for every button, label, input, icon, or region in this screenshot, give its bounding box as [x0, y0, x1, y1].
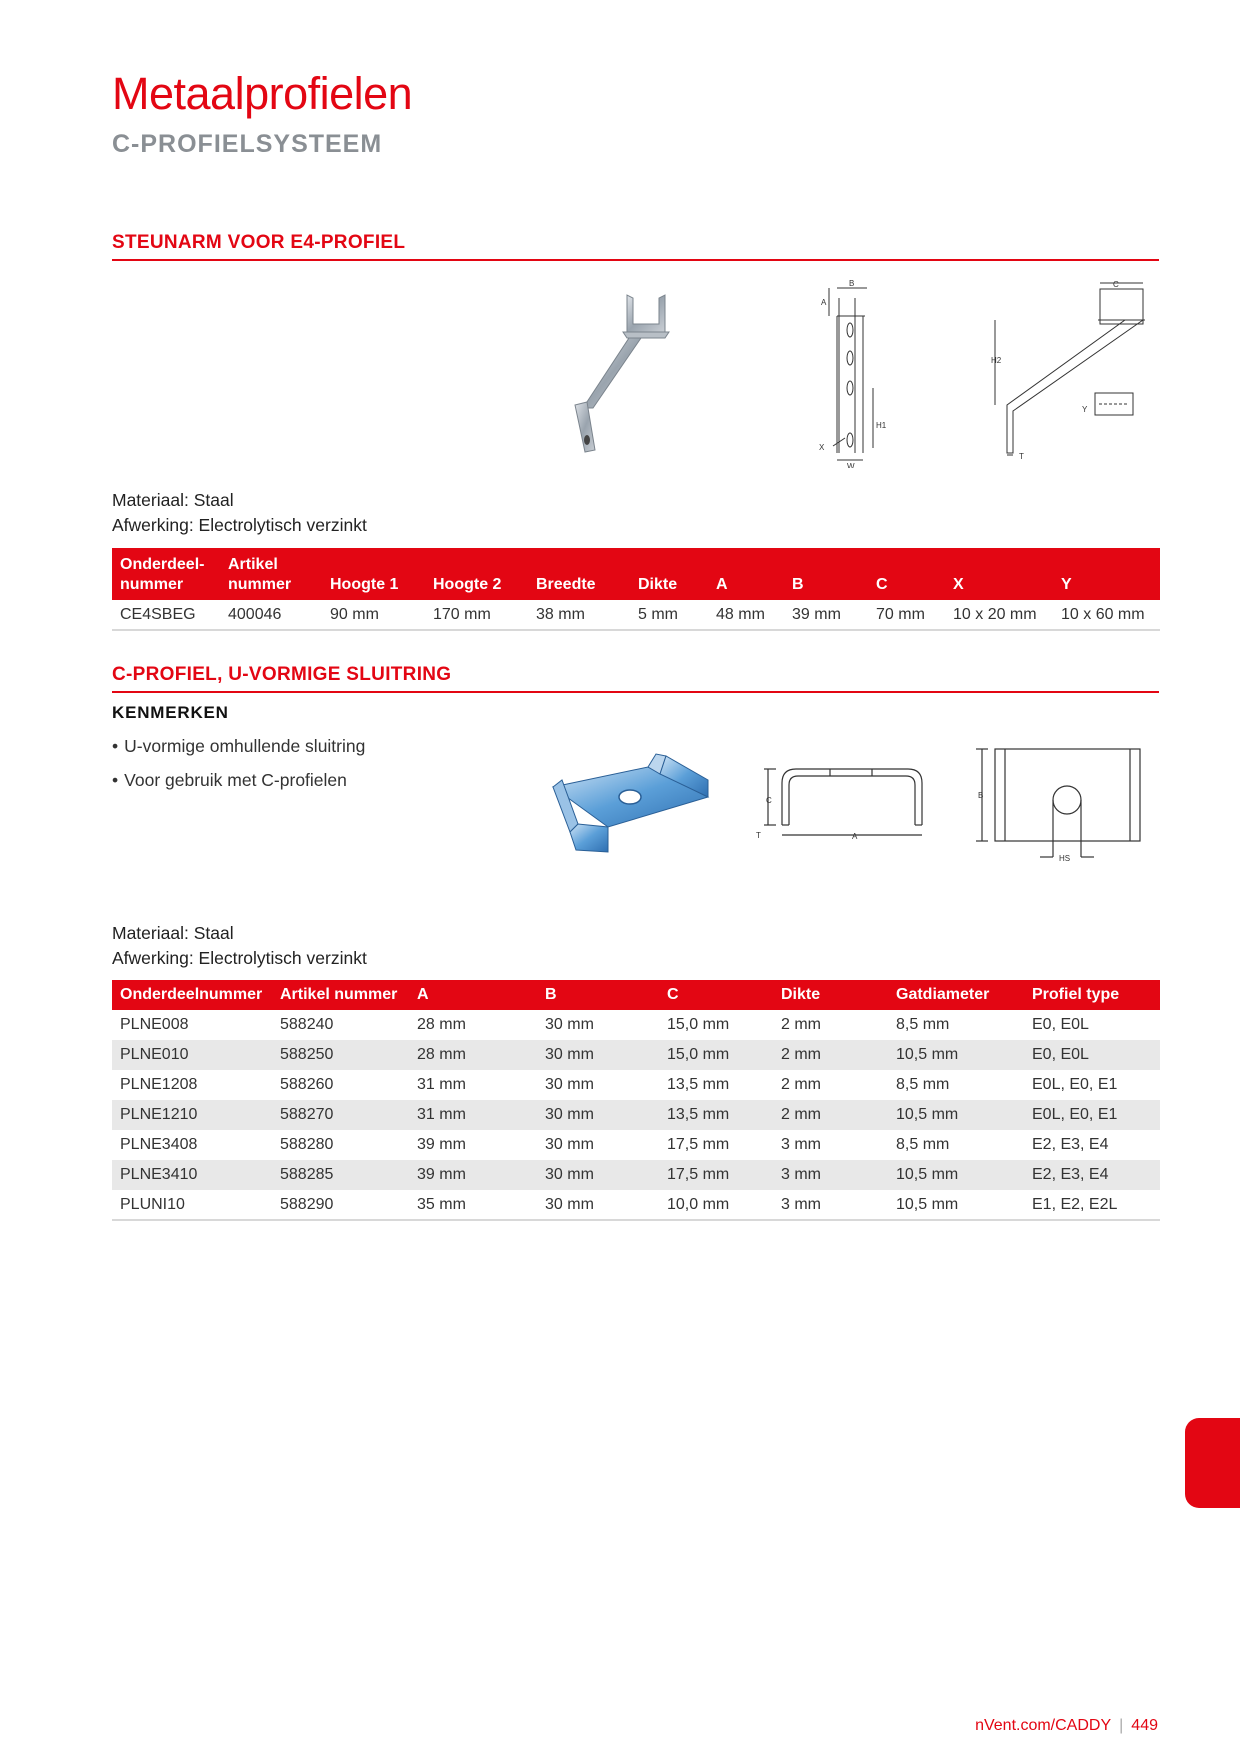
table-cell: 30 mm [537, 1160, 659, 1190]
table-cell: 2 mm [781, 1016, 821, 1033]
col-a: A [409, 980, 537, 1010]
col-onderdeelnummer: Onderdeel- nummer [112, 548, 220, 600]
col-gatdiameter: Gatdiameter [888, 980, 1024, 1010]
col-hoogte2: Hoogte 2 [425, 548, 528, 600]
table-cell: 8,5 mm [896, 1076, 950, 1093]
table-cell: E0L, E0, E1 [1032, 1076, 1118, 1093]
footer-site: nVent.com/CADDY [975, 1717, 1112, 1734]
features-title: KENMERKEN [112, 703, 229, 722]
page-subtitle: C-PROFIELSYSTEEM [112, 130, 383, 158]
feature-item: • Voor gebruik met C-profielen [112, 770, 365, 804]
table-cell: PLNE3408 [120, 1136, 198, 1153]
table-cell: 10 x 20 mm [945, 600, 1053, 630]
table-cell: 30 mm [545, 1016, 594, 1033]
table-cell: 170 mm [425, 600, 528, 630]
table-cell: 39 mm [417, 1136, 466, 1153]
table-cell: 30 mm [537, 1100, 659, 1130]
dim-label-a: A [852, 832, 858, 841]
col-artikelnummer: Artikel nummer [272, 980, 409, 1010]
sluitring-side-view-drawing [752, 763, 932, 843]
table-cell: 31 mm [409, 1100, 537, 1130]
table-cell: E0, E0L [1032, 1016, 1089, 1033]
page-title: Metaalprofielen [112, 68, 413, 119]
col-dikte: Dikte [630, 548, 708, 600]
page-number: 449 [1131, 1717, 1158, 1734]
table-cell: 400046 [220, 600, 322, 630]
dim-label-c: C [1113, 280, 1119, 289]
side-tab-marker [1185, 1418, 1240, 1508]
table-cell: PLNE3410 [112, 1160, 272, 1190]
sluitring-top-view-drawing [970, 745, 1150, 870]
dim-label-a: A [821, 298, 827, 307]
table-cell: 13,5 mm [659, 1100, 773, 1130]
col-onderdeelnummer: Onderdeelnummer [112, 980, 272, 1010]
table-cell: 35 mm [409, 1190, 537, 1220]
footer: nVent.com/CADDY | 449 [975, 1717, 1158, 1734]
sluitring-spec-table [112, 980, 1160, 1221]
dim-label-h2: H2 [991, 356, 1002, 365]
table-cell: 588260 [280, 1076, 334, 1093]
table-row [112, 1160, 1160, 1190]
col-artikelnummer: Artikel nummer [220, 548, 322, 600]
table-row [112, 1100, 1160, 1130]
table-row [112, 1040, 1160, 1070]
table-row [112, 1010, 1160, 1040]
table-cell: 39 mm [784, 600, 868, 630]
table-cell: E0L, E0, E1 [1024, 1100, 1160, 1130]
table-cell: 15,0 mm [659, 1040, 773, 1070]
table-row [112, 600, 1160, 630]
col-c: C [659, 980, 773, 1010]
col-c: C [868, 548, 945, 600]
table-cell: 3 mm [773, 1160, 888, 1190]
table-cell: 2 mm [781, 1076, 821, 1093]
col-a: A [708, 548, 784, 600]
table-cell: 3 mm [773, 1190, 888, 1220]
col-breedte: Breedte [528, 548, 630, 600]
table-cell: PLNE008 [120, 1016, 189, 1033]
col-profiel-type: Profiel type [1024, 980, 1160, 1010]
table-cell: 2 mm [773, 1100, 888, 1130]
dim-label-hs: HS [1059, 854, 1071, 863]
table-cell: 10,0 mm [659, 1190, 773, 1220]
table-cell: CE4SBEG [112, 600, 220, 630]
col-b: B [537, 980, 659, 1010]
feature-item: • U-vormige omhullende sluitring [112, 736, 365, 770]
material-text: Materiaal: Staal [112, 923, 234, 943]
table-cell: E2, E3, E4 [1024, 1160, 1160, 1190]
table-cell: 588290 [272, 1190, 409, 1220]
table-cell: 10,5 mm [888, 1100, 1024, 1130]
table-cell: 39 mm [409, 1160, 537, 1190]
table-cell: E1, E2, E2L [1024, 1190, 1160, 1220]
table-cell: 2 mm [773, 1040, 888, 1070]
table-cell: 588285 [272, 1160, 409, 1190]
col-b: B [784, 548, 868, 600]
table-cell: PLUNI10 [112, 1190, 272, 1220]
table-cell: E0, E0L [1024, 1040, 1160, 1070]
table-cell: 70 mm [868, 600, 945, 630]
table-cell: PLNE1210 [112, 1100, 272, 1130]
table-cell: 28 mm [409, 1040, 537, 1070]
table-cell: PLNE010 [112, 1040, 272, 1070]
table-cell: 10,5 mm [888, 1160, 1024, 1190]
table-row [112, 1190, 1160, 1220]
dim-label-y: Y [1082, 405, 1088, 414]
col-dikte: Dikte [773, 980, 888, 1010]
table-cell: PLNE1208 [120, 1076, 198, 1093]
section-heading-sluitring: C-PROFIEL, U-VORMIGE SLUITRING [112, 664, 1159, 693]
table-cell: 588240 [280, 1016, 334, 1033]
table-cell: 48 mm [708, 600, 784, 630]
features-list [112, 736, 365, 804]
dim-label-b: B [978, 791, 984, 800]
table-cell: 90 mm [322, 600, 425, 630]
col-y: Y [1053, 548, 1160, 600]
table-cell: 13,5 mm [667, 1076, 730, 1093]
dim-label-t: T [756, 831, 761, 840]
steunarm-product-image [565, 290, 695, 460]
table-cell: 10 x 60 mm [1053, 600, 1160, 630]
table-cell: 5 mm [630, 600, 708, 630]
table-cell: 30 mm [537, 1190, 659, 1220]
steunarm-side-view-drawing [815, 278, 915, 468]
dim-label-b: B [849, 279, 855, 288]
table-cell: 8,5 mm [896, 1016, 950, 1033]
finish-text: Afwerking: Electrolytisch verzinkt [112, 948, 367, 968]
table-row [112, 1070, 1160, 1100]
table-cell: 38 mm [528, 600, 630, 630]
dim-label-w: W [847, 462, 855, 468]
table-cell: 588270 [272, 1100, 409, 1130]
dim-label-c: C [766, 796, 772, 805]
table-row [112, 1130, 1160, 1160]
section-heading-steunarm: STEUNARM VOOR E4-PROFIEL [112, 232, 1159, 261]
sluitring-product-image [548, 752, 718, 862]
table-cell: 30 mm [545, 1076, 594, 1093]
table-cell: E2, E3, E4 [1032, 1136, 1109, 1153]
finish-text: Afwerking: Electrolytisch verzinkt [112, 515, 367, 535]
table-body [112, 1010, 1160, 1220]
table-cell: 8,5 mm [896, 1136, 950, 1153]
col-x: X [945, 548, 1053, 600]
table-cell: 30 mm [545, 1136, 594, 1153]
dim-label-h1: H1 [876, 421, 887, 430]
table-cell: 588280 [280, 1136, 334, 1153]
table-cell: 17,5 mm [667, 1136, 730, 1153]
table-cell: 15,0 mm [667, 1016, 730, 1033]
table-cell: 3 mm [781, 1136, 821, 1153]
table-header-row [112, 980, 1160, 1010]
dim-label-t: T [1019, 452, 1024, 461]
table-cell: 588250 [272, 1040, 409, 1070]
table-header-row [112, 548, 1160, 600]
table-cell: 17,5 mm [659, 1160, 773, 1190]
material-text: Materiaal: Staal [112, 490, 234, 510]
steunarm-spec-table [112, 548, 1160, 631]
table-cell: 30 mm [537, 1040, 659, 1070]
table-cell: 10,5 mm [888, 1190, 1024, 1220]
col-hoogte1: Hoogte 1 [322, 548, 425, 600]
table-cell: 28 mm [417, 1016, 466, 1033]
table-cell: 10,5 mm [888, 1040, 1024, 1070]
table-cell: 31 mm [417, 1076, 466, 1093]
steunarm-front-view-drawing [985, 275, 1145, 470]
dim-label-x: X [819, 443, 825, 452]
